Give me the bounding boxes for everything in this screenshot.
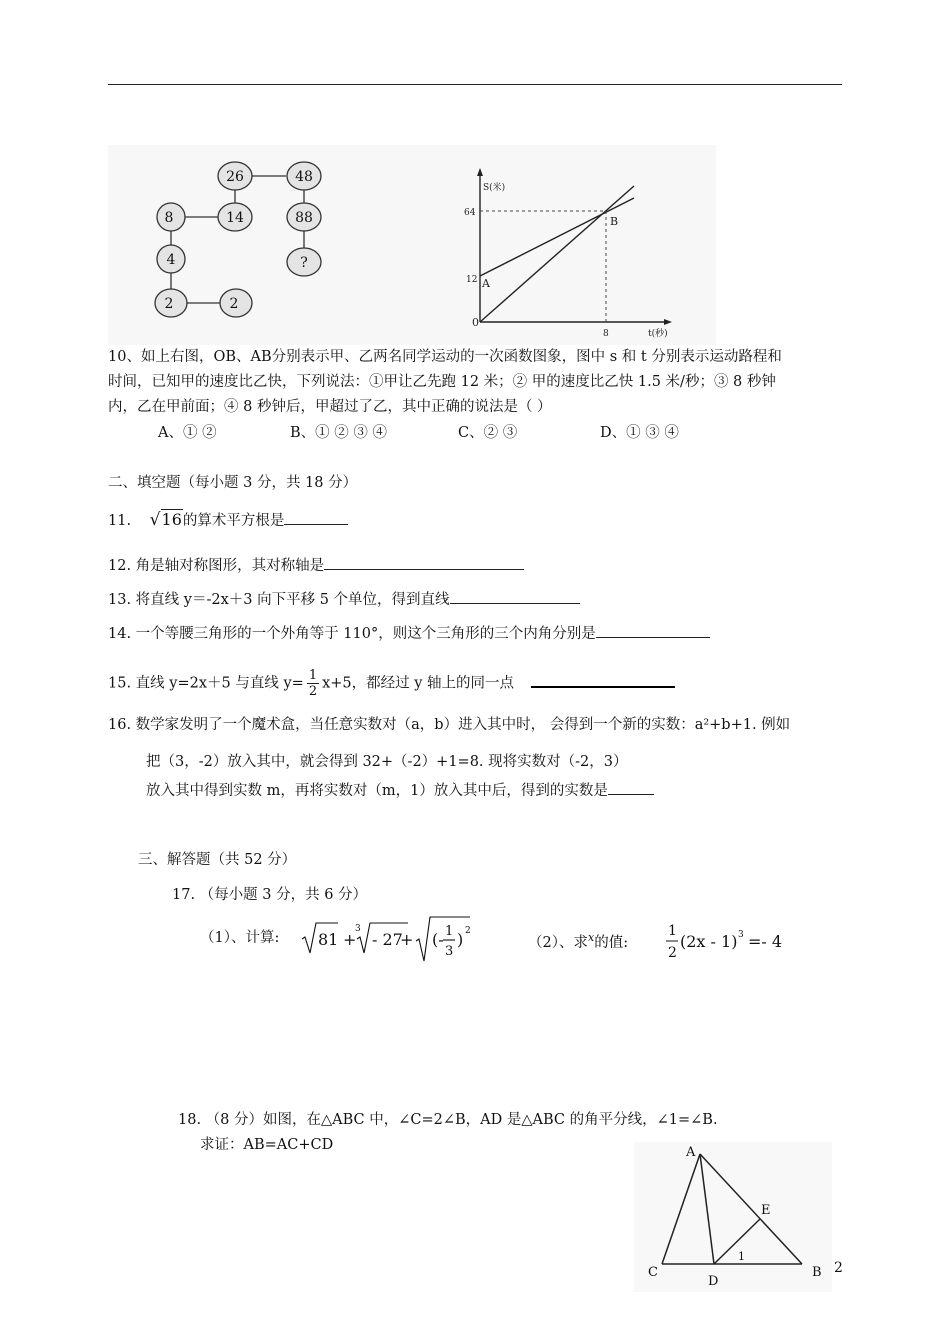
q10-option-a: A、① ②: [158, 425, 217, 441]
q15: [108, 668, 675, 699]
q11: [108, 510, 348, 531]
t-axis-label: t(秒): [648, 329, 668, 339]
node-label: 4: [166, 252, 176, 268]
node-label: 88: [295, 210, 313, 226]
q14-answer-blank[interactable]: [596, 623, 710, 638]
q13-answer-blank[interactable]: [450, 589, 580, 604]
q10-option-d: D、① ③ ④: [600, 425, 679, 441]
point-b-label: B: [610, 215, 619, 228]
node-label: 14: [226, 210, 244, 226]
q11-text: 的算术平方根是: [182, 513, 285, 529]
node-label: 2: [164, 296, 174, 312]
svg-text:(-: (-: [432, 930, 444, 949]
vertex-e: E: [761, 1203, 771, 1218]
svg-text:2: 2: [465, 926, 471, 936]
motion-graph-figure: [458, 160, 688, 340]
q15-text-b: x+5，都经过 y 轴上的同一点: [322, 675, 515, 692]
node-label: 8: [164, 210, 174, 226]
q14: [108, 623, 710, 644]
q16-answer-blank[interactable]: [608, 780, 654, 795]
q18-line1: 18. （8 分）如图，在△ABC 中，∠C=2∠B，AD 是△ABC 的角平分线，∠1=∠B.: [178, 1112, 718, 1128]
svg-text:- 27: - 27: [372, 930, 403, 949]
node-label: 26: [226, 169, 244, 185]
fraction-numerator: 1: [308, 668, 318, 683]
q17-title: 17. （每小题 3 分，共 6 分）: [172, 887, 368, 903]
node-label: 2: [229, 296, 239, 312]
svg-text:1: 1: [445, 924, 454, 939]
node-label: ?: [300, 255, 308, 271]
svg-text:+: +: [400, 930, 414, 949]
q17-part2-text: 的值:: [594, 934, 629, 951]
svg-text:+: +: [343, 930, 357, 949]
q15-text-a: 15. 直线 y=2x＋5 与直线 y=: [108, 675, 304, 692]
svg-text:): ): [457, 930, 464, 949]
line-ab: [480, 198, 634, 276]
s-axis-label: S(米): [483, 183, 506, 193]
q17-part2-variable: x: [587, 931, 595, 944]
svg-text:3: 3: [355, 924, 361, 934]
svg-text:(2x - 1): (2x - 1): [680, 932, 738, 951]
q14-text: 14. 一个等腰三角形的一个外角等于 110°，则这个三角形的三个内角分别是: [108, 626, 596, 642]
number-puzzle-figure: [140, 155, 340, 340]
q18-line2: 求证：AB=AC+CD: [200, 1137, 334, 1153]
q11-number: 11.: [108, 513, 132, 529]
point-a-label: A: [482, 277, 490, 290]
q10-line1: 10、如上右图，OB、AB分别表示甲、乙两名同学运动的一次函数图象，图中 s 和 t 分别表示运动路程和: [108, 349, 782, 365]
y-tick-12: 12: [466, 275, 478, 285]
line-ob: [480, 186, 634, 322]
origin-label: 0: [472, 316, 479, 329]
vertex-d: D: [708, 1274, 719, 1289]
q15-answer-blank[interactable]: [531, 686, 675, 688]
node-label: 48: [295, 169, 313, 185]
q13: [108, 589, 580, 610]
q10-option-b: B、① ② ③ ④: [290, 425, 387, 441]
q17-part2: [528, 928, 628, 953]
svg-text:2: 2: [668, 945, 677, 961]
q17-part2-expression: [664, 915, 794, 965]
y-tick-64: 64: [464, 208, 476, 218]
svg-text:3: 3: [738, 930, 744, 940]
x-tick-8: 8: [603, 329, 609, 339]
svg-text:3: 3: [445, 944, 454, 959]
q12-answer-blank[interactable]: [324, 555, 524, 570]
q17-part1-label: （1）、计算:: [200, 930, 280, 946]
q11-answer-blank[interactable]: [284, 510, 348, 525]
q13-text: 13. 将直线 y＝-2x＋3 向下平移 5 个单位，得到直线: [108, 592, 450, 608]
fraction-half: [307, 668, 319, 699]
q10-option-c: C、② ③: [458, 425, 518, 441]
q16-line2: 把（3，-2）放入其中，就会得到 32+（-2）+1=8. 现将实数对（-2，3）: [146, 754, 628, 770]
section3-title: 三、解答题（共 52 分）: [138, 852, 297, 868]
page-number: 2: [834, 1260, 843, 1276]
vertex-b: B: [812, 1265, 822, 1280]
svg-text:1: 1: [668, 923, 677, 939]
q12: [108, 555, 524, 576]
header-rule: [108, 84, 842, 85]
q16-line1: 16. 数学家发明了一个魔术盒，当任意实数对（a，b）进入其中时， 会得到一个新的实数：a²+b+1. 例如: [108, 717, 791, 733]
q17-part2-label: （2）、求: [528, 934, 588, 951]
sqrt-symbol: √: [149, 510, 161, 530]
vertex-a: A: [686, 1145, 696, 1160]
q12-text: 12. 角是轴对称图形，其对称轴是: [108, 558, 325, 574]
triangle-figure: [634, 1142, 834, 1294]
svg-text:81: 81: [318, 930, 339, 949]
q16-line3-text: 放入其中得到实数 m，再将实数对（m，1）放入其中后，得到的实数是: [146, 783, 608, 799]
fraction-denominator: 2: [308, 684, 318, 699]
vertex-c: C: [648, 1265, 658, 1280]
angle-1-label: 1: [738, 1250, 745, 1263]
q10-line3: 内，乙在甲前面；④ 8 秒钟后，甲超过了乙，其中正确的说法是（ ）: [108, 399, 552, 415]
section2-title: 二、填空题（每小题 3 分，共 18 分）: [108, 475, 358, 491]
q16-line3: [146, 780, 654, 801]
q17-part1-expression: [300, 913, 480, 965]
q10-line2: 时间，已知甲的速度比乙快，下列说法：①甲让乙先跑 12 米；② 甲的速度比乙快 1.5 米/秒；③ 8 秒钟: [108, 374, 776, 390]
q11-radicand: 16: [161, 510, 182, 529]
svg-text:=- 4: =- 4: [748, 932, 783, 951]
